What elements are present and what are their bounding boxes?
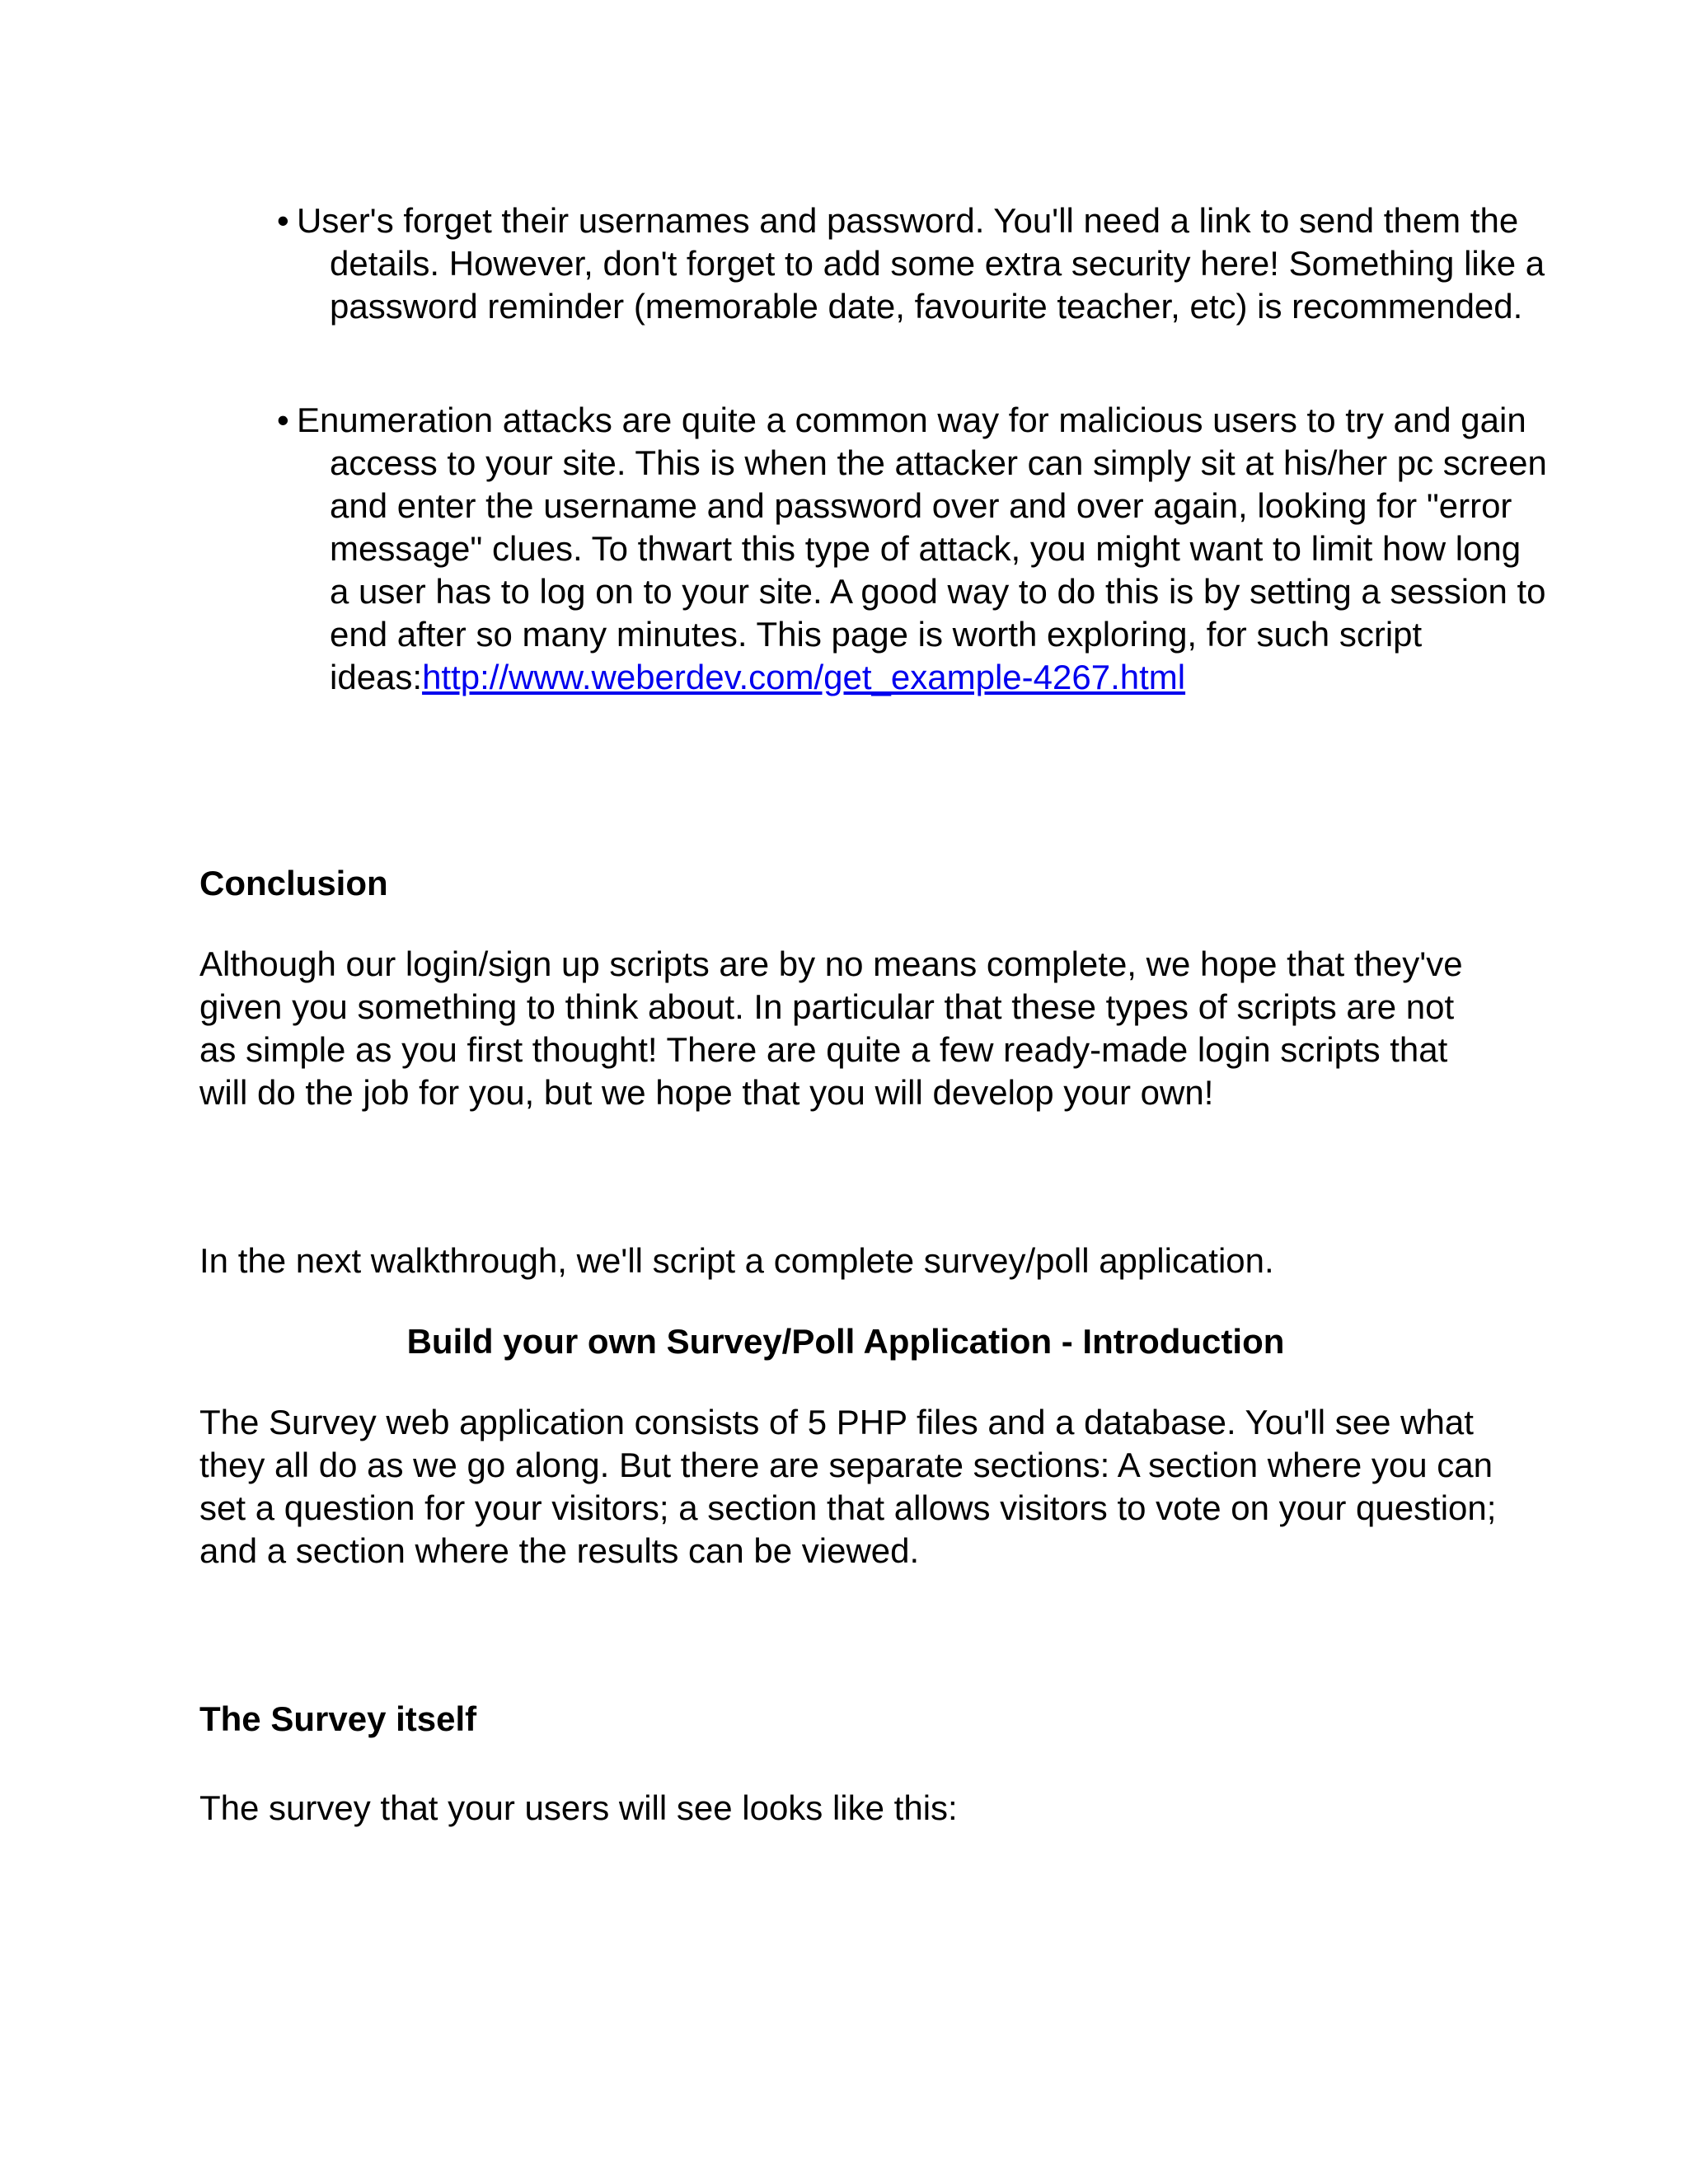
bullet-dot: •	[277, 201, 289, 240]
bullet-text: Enumeration attacks are quite a common way for malicious users to try and gain access to your site. This is when the attacker can simply sit at his/her pc screen and enter the username and password over and over again, looking for "error message" clues. To thwart this type of attack, you might want to limit how long a user has to log on to your site. A good way to do this is by setting a session to end after so many minutes. This page is worth exploring, for such script ideas:	[297, 401, 1547, 696]
next-walkthrough-paragraph: In the next walkthrough, we'll script a complete survey/poll application.	[199, 1241, 1274, 1280]
conclusion-heading: Conclusion	[199, 864, 388, 902]
weberdev-link[interactable]: http://www.weberdev.com/get_example-4267.html	[422, 658, 1186, 696]
conclusion-paragraph: Although our login/sign up scripts are by no means complete, we hope that they've given you something to think about. In particular that these types of scripts are not as simple as you first thought! There are quite a few ready-made login scripts that will do the job for you, but we hope that you will develop your own!	[199, 944, 1463, 1112]
survey-itself-paragraph: The survey that your users will see looks like this:	[199, 1788, 958, 1827]
survey-intro-heading: Build your own Survey/Poll Application - Introduction	[406, 1322, 1285, 1361]
survey-intro-paragraph: The Survey web application consists of 5 PHP files and a database. You'll see what they all do as we go along. But there are separate sections: A section where you can set a question for your visitors; a section that allows visitors to vote on your question; and a section where the results can be viewed.	[199, 1403, 1497, 1570]
bullet-text: User's forget their usernames and password. You'll need a link to send them the details. However, don't forget to add some extra security here! Something like a password reminder (memorable date, favourite teacher, etc) is recommended.	[297, 201, 1545, 326]
bullet-item-forgot-credentials	[277, 199, 1550, 328]
bullet-item-enumeration-attacks	[277, 399, 1550, 699]
survey-itself-heading: The Survey itself	[199, 1699, 477, 1738]
bullet-dot: •	[277, 401, 289, 439]
